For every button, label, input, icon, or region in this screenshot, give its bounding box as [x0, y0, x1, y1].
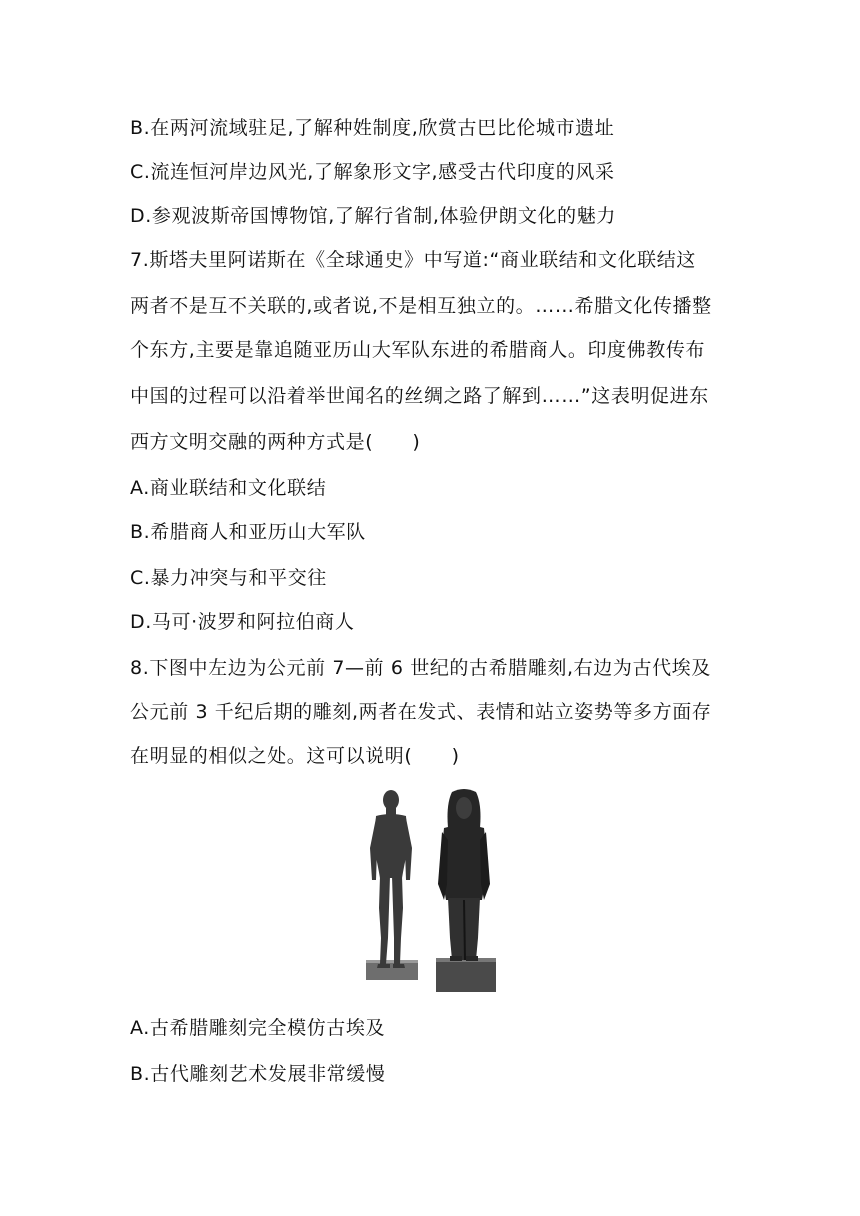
q8-option-b: B.古代雕刻艺术发展非常缓慢 — [130, 1063, 386, 1085]
q8-option-a: A.古希腊雕刻完全模仿古埃及 — [130, 1017, 386, 1039]
q7-stem-line: 西方文明交融的两种方式是( ) — [130, 431, 421, 453]
statues-image — [364, 788, 498, 994]
q7-option-d: D.马可·波罗和阿拉伯商人 — [130, 611, 355, 633]
egyptian-statue — [436, 789, 496, 992]
q6-option-b: B.在两河流域驻足,了解种姓制度,欣赏古巴比伦城市遗址 — [130, 117, 615, 139]
q7-stem-line: 中国的过程可以沿着举世闻名的丝绸之路了解到……”这表明促进东 — [130, 385, 709, 407]
q7-option-c: C.暴力冲突与和平交往 — [130, 567, 327, 589]
q7-option-a: A.商业联结和文化联结 — [130, 477, 327, 499]
q7-stem-line: 两者不是互不关联的,或者说,不是相互独立的。……希腊文化传播整 — [130, 295, 712, 317]
statues-figure — [364, 788, 498, 994]
q8-stem-line: 在明显的相似之处。这可以说明( ) — [130, 745, 460, 767]
q8-stem-line: 8.下图中左边为公元前 7—前 6 世纪的古希腊雕刻,右边为古代埃及 — [130, 657, 711, 679]
q8-stem-line: 公元前 3 千纪后期的雕刻,两者在发式、表情和站立姿势等多方面存 — [130, 701, 712, 723]
q6-option-d: D.参观波斯帝国博物馆,了解行省制,体验伊朗文化的魅力 — [130, 205, 616, 227]
q7-stem-line: 个东方,主要是靠追随亚历山大军队东进的希腊商人。印度佛教传布 — [130, 339, 706, 361]
q6-option-c: C.流连恒河岸边风光,了解象形文字,感受古代印度的风采 — [130, 161, 615, 183]
greek-kouros-statue — [366, 790, 418, 980]
q7-option-b: B.希腊商人和亚历山大军队 — [130, 521, 366, 543]
q7-stem-line: 7.斯塔夫里阿诺斯在《全球通史》中写道:“商业联结和文化联结这 — [130, 249, 696, 271]
